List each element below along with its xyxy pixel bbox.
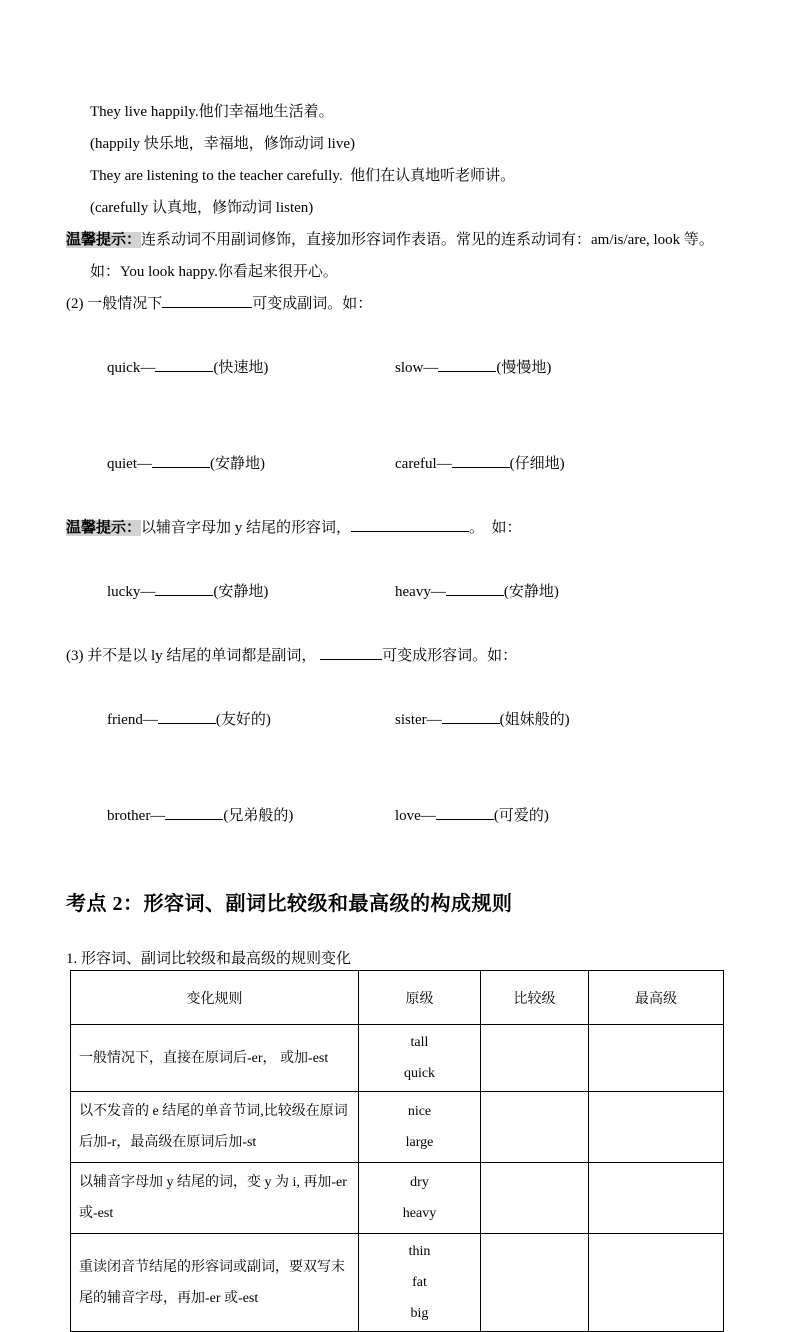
- fill-blank: [351, 518, 469, 532]
- base-word: heavy: [402, 1206, 437, 1221]
- base-word: nice: [407, 1104, 432, 1119]
- base-word: large: [405, 1135, 434, 1150]
- fill-blank: [165, 806, 223, 820]
- fill-blank: [436, 806, 494, 820]
- comparative-cell: [481, 1025, 589, 1092]
- pair-translation: (姐妹般的): [499, 712, 570, 728]
- tip-label-2: 温馨提示：: [66, 520, 142, 536]
- pair-word: quick: [107, 360, 141, 376]
- tip-label-1: 温馨提示：: [66, 232, 142, 248]
- superlative-cell: [589, 1025, 724, 1092]
- fill-blank: [152, 454, 210, 468]
- fill-blank: [155, 358, 213, 372]
- rule-item-2-suffix: 可变成副词。如：: [252, 296, 373, 312]
- fill-blank: [158, 710, 216, 724]
- example-sentence-1: They live happily.他们幸福地生活着。: [90, 104, 334, 120]
- pair-dash: —: [142, 712, 158, 728]
- fill-blank: [446, 582, 504, 596]
- rule-cell: 重读闭音节结尾的形容词或副词，要双写末尾的辅音字母，再加-er 或-est: [71, 1234, 359, 1332]
- base-words-cell: [359, 1234, 481, 1332]
- rule-item-2: [66, 288, 724, 320]
- fill-blank: [155, 582, 213, 596]
- pair-dash: —: [140, 360, 156, 376]
- comparative-cell: [481, 1092, 589, 1163]
- tip-text-1: 连系动词不用副词修饰，直接加形容词作表语。常见的连系动词有：am/is/are, look 等。: [141, 232, 714, 248]
- rule-item-3-prefix: (3) 并不是以 ly 结尾的单词都是副词，: [66, 648, 321, 664]
- header-cell-comparative: 比较级: [481, 971, 589, 1025]
- pair-dash: —: [140, 584, 156, 600]
- pair-item: [395, 584, 559, 600]
- pair-item: [395, 456, 565, 472]
- word-pair-row: [66, 544, 724, 640]
- table-caption: 1. 形容词、副词比较级和最高级的规则变化: [66, 951, 352, 967]
- pair-item: [107, 352, 395, 384]
- header-cell-base: 原级: [359, 971, 481, 1025]
- pair-translation: (友好的): [215, 712, 271, 728]
- base-word: dry: [410, 1175, 429, 1190]
- word-pair-row: [66, 768, 724, 864]
- word-pair-row: [66, 416, 724, 512]
- superlative-cell: [589, 1234, 724, 1332]
- pair-translation: (安静地): [210, 456, 265, 472]
- tip-text-2-suffix: 。 如：: [469, 520, 522, 536]
- tip-note-1: [66, 224, 724, 256]
- example-look-happy: 如：You look happy.你看起来很开心。: [90, 264, 338, 280]
- base-word: big: [410, 1306, 429, 1321]
- grammar-rules-table: [70, 970, 724, 1332]
- tip-note-2: [66, 512, 724, 544]
- pair-translation: (慢慢地): [496, 360, 552, 376]
- rule-item-3: [66, 640, 724, 672]
- comparative-cell: [481, 1163, 589, 1234]
- pair-word: careful: [395, 456, 437, 472]
- table-row: [71, 1092, 724, 1163]
- pair-translation: (安静地): [213, 584, 269, 600]
- table-row: [71, 1234, 724, 1332]
- pair-dash: —: [150, 808, 166, 824]
- table-row: [71, 1025, 724, 1092]
- pair-dash: —: [423, 360, 439, 376]
- pair-item: [395, 712, 570, 728]
- example-note-2: (carefully 认真地，修饰动词 listen): [90, 200, 314, 216]
- pair-item: [395, 360, 551, 376]
- pair-translation: (安静地): [503, 584, 559, 600]
- pair-word: quiet: [107, 456, 137, 472]
- base-words-cell: [359, 1163, 481, 1234]
- base-word: fat: [412, 1275, 427, 1290]
- rule-item-2-prefix: (2) 一般情况下: [66, 296, 163, 312]
- table-row: [71, 1163, 724, 1234]
- pair-item: [107, 704, 395, 736]
- example-note-1: (happily 快乐地，幸福地，修饰动词 live): [90, 136, 355, 152]
- pair-item: [107, 800, 395, 832]
- superlative-cell: [589, 1163, 724, 1234]
- comparative-cell: [481, 1234, 589, 1332]
- example-sentence-2: They are listening to the teacher carefully. 他们在认真地听老师讲。: [90, 168, 516, 184]
- pair-item: [395, 808, 549, 824]
- rule-cell: 以不发音的 e 结尾的单音节词,比较级在原词后加-r，最高级在原词后加-st: [71, 1092, 359, 1163]
- pair-word: lucky: [107, 584, 141, 600]
- word-pair-row: [66, 672, 724, 768]
- base-words-cell: [359, 1092, 481, 1163]
- pair-dash: —: [426, 712, 442, 728]
- pair-word: love: [395, 808, 421, 824]
- pair-word: heavy: [395, 584, 431, 600]
- fill-blank: [452, 454, 510, 468]
- pair-dash: —: [430, 584, 446, 600]
- base-word: thin: [408, 1244, 431, 1259]
- pair-word: slow: [395, 360, 424, 376]
- rule-cell: 以辅音字母加 y 结尾的词，变 y 为 i, 再加-er 或-est: [71, 1163, 359, 1234]
- section-heading-kaodian-2: 考点 2：形容词、副词比较级和最高级的构成规则: [66, 893, 513, 915]
- rule-item-3-suffix: 可变成形容词。如：: [382, 648, 518, 664]
- pair-word: brother: [107, 808, 151, 824]
- superlative-cell: [589, 1092, 724, 1163]
- pair-item: [107, 448, 395, 480]
- pair-dash: —: [137, 456, 152, 472]
- base-word: tall: [410, 1035, 429, 1050]
- fill-blank: [320, 646, 382, 660]
- pair-word: sister: [395, 712, 427, 728]
- pair-dash: —: [420, 808, 436, 824]
- header-cell-rule: 变化规则: [71, 971, 359, 1025]
- pair-translation: (兄弟般的): [223, 808, 294, 824]
- fill-blank: [162, 294, 252, 308]
- pair-translation: (仔细地): [509, 456, 565, 472]
- pair-item: [107, 576, 395, 608]
- word-pair-row: [66, 320, 724, 416]
- pair-translation: (可爱的): [493, 808, 549, 824]
- base-word: quick: [403, 1066, 436, 1081]
- fill-blank: [442, 710, 500, 724]
- base-words-cell: [359, 1025, 481, 1092]
- rule-cell: 一般情况下，直接在原词后-er， 或加-est: [71, 1025, 359, 1092]
- tip-text-2-prefix: 以辅音字母加 y 结尾的形容词，: [141, 520, 352, 536]
- table-header-row: [71, 971, 724, 1025]
- pair-dash: —: [436, 456, 452, 472]
- fill-blank: [438, 358, 496, 372]
- pair-word: friend: [107, 712, 143, 728]
- header-cell-superlative: 最高级: [589, 971, 724, 1025]
- pair-translation: (快速地): [213, 360, 269, 376]
